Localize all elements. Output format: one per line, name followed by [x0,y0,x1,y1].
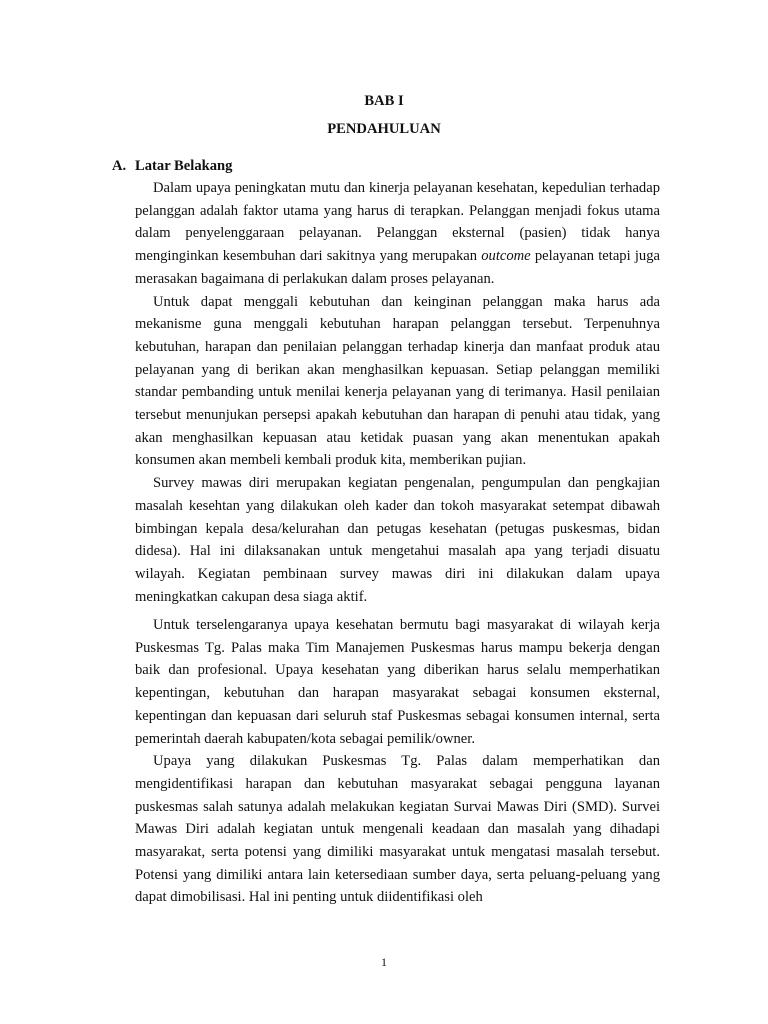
body-text-block-2 [135,614,660,909]
paragraph-5: Upaya yang dilakukan Puskesmas Tg. Palas dalam memperhatikan dan mengidentifikasi harapan dan kebutuhan masyarakat sebagai pengguna layanan puskesmas salah satunya adalah melakukan kegiatan Survai Mawas Diri (SMD). Survei Mawas Diri adalah kegiatan untuk mengenali keadaan dan masalah yang dihadapi masyarakat, serta potensi yang dimiliki masyarakat untuk mengatasi masalah tersebut. Potensi yang dimiliki antara lain ketersediaan sumber daya, serta peluang-peluang yang dapat dimobilisasi. Hal ini penting untuk diidentifikasi oleh [135,753,660,906]
paragraph-4: Untuk terselengaranya upaya kesehatan bermutu bagi masyarakat di wilayah kerja Puskesmas Tg. Palas maka Tim Manajemen Puskesmas harus mampu bekerja dengan baik dan profesional. Upaya kesehatan yang diberikan harus selalu memperhatikan kepentingan, kebutuhan dan harapan masyarakat sebagai konsumen eksternal, kepentingan dan kepuasan dari seluruh staf Puskesmas sebagai konsumen internal, serta pemerintah daerah kabupaten/kota sebagai pemilik/owner. [135,617,660,747]
paragraph-1-text-a: Dalam upaya peningkatan mutu dan kinerja pelayanan kesehatan, kepedulian terhadap pelanggan adalah faktor utama yang harus di terapkan. Pelanggan menjadi fokus utama dalam penyelenggaraan pelayanan. Pelanggan eksternal (pasien) tidak hanya menginginkan kesembuhan dari sakitnya yang merupakan [135,180,660,265]
paragraph-1-text-b: pelayanan tetapi juga merasakan bagaimana di perlakukan dalam proses pelayanan. [135,248,660,287]
page-number: 1 [381,955,387,969]
chapter-number: BAB I [364,93,404,109]
section-title: Latar Belakang [135,158,233,174]
paragraph-2: Untuk dapat menggali kebutuhan dan keinginan pelanggan maka harus ada mekanisme guna menggali kebutuhan harapan pelanggan tersebut. Terpenuhnya kebutuhan, harapan dan penilaian pelanggan terhadap kinerja dan manfaat produk atau pelayanan yang di berikan akan menghasilkan kepuasan. Setiap pelanggan memiliki standar pembanding untuk menilai kenerja pelayanan yang di terimanya. Hasil penilaian tersebut menunjukan persepsi apakah kebutuhan dan harapan di penuhi atau tidak, yang akan menghasilkan kepuasan atau ketidak puasan yang akan menentukan apakah konsumen akan membeli kembali produk kita, memberikan pujian. [135,293,660,469]
paragraph-1 [135,177,660,291]
chapter-title: PENDAHULUAN [327,121,441,137]
italic-term-outcome: outcome [481,248,531,265]
body-text-block-1 [135,177,660,608]
paragraph-3: Survey mawas diri merupakan kegiatan pengenalan, pengumpulan dan pengkajian masalah kesehtan yang dilakukan oleh kader dan tokoh masyarakat setempat dibawah bimbingan kepala desa/kelurahan dan petugas kesehatan (petugas puskesmas, bidan didesa). Hal ini dilaksanakan untuk mengetahui masalah apa yang terjadi disuatu wilayah. Kegiatan pembinaan survey mawas diri ini dilakukan dalam upaya meningkatkan cakupan desa siaga aktif. [135,475,660,605]
section-heading [112,158,232,175]
section-marker: A. [112,158,127,174]
